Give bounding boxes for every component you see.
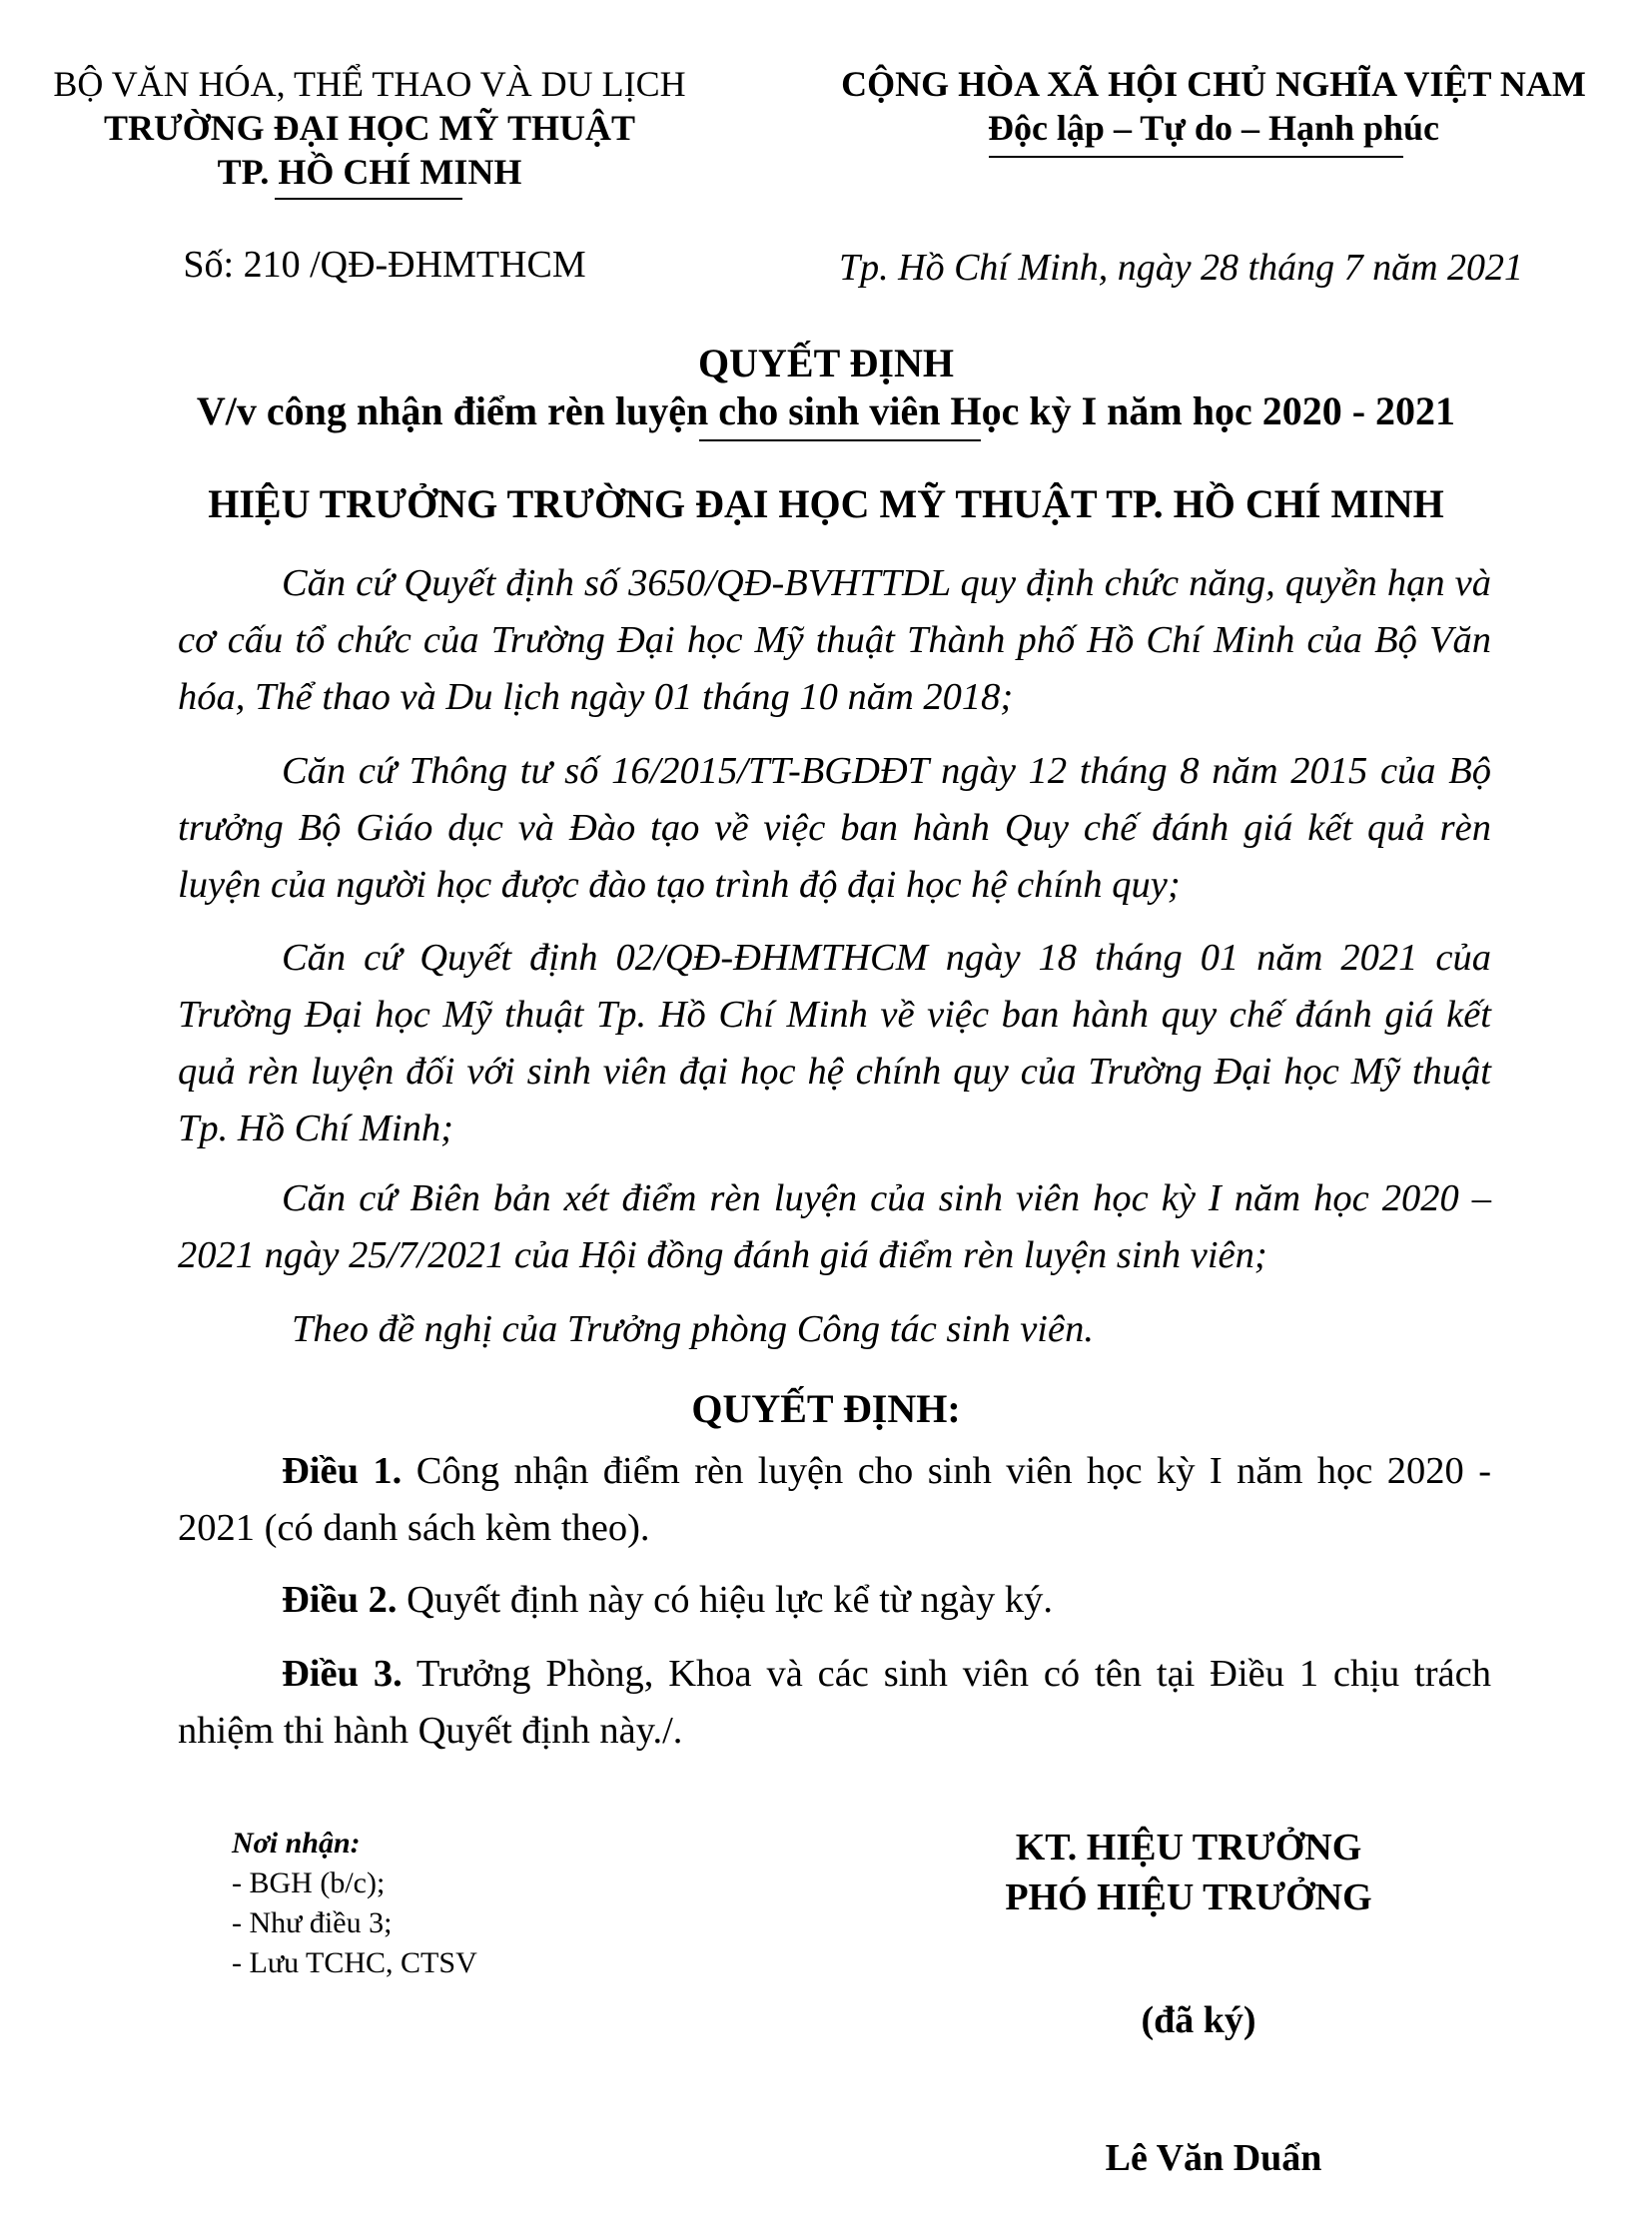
article-2 — [178, 1572, 1491, 1629]
recipient-item: - Như điều 3; — [232, 1906, 393, 1939]
place-and-date: Tp. Hồ Chí Minh, ngày 28 tháng 7 năm 2021 — [839, 247, 1524, 289]
document-number: Số: 210 /QĐ-ĐHMTHCM — [183, 244, 586, 286]
legal-ground-2: Căn cứ Thông tư số 16/2015/TT-BGDĐT ngày 12 tháng 8 năm 2015 của Bộ trưởng Bộ Giáo dục và Đào tạo về việc ban hành Quy chế đánh giá kết quả rèn luyện của người học được đào tạo trình độ đại học hệ chính quy; — [178, 750, 1491, 906]
article-3 — [178, 1646, 1491, 1760]
signer-name: Lê Văn Duẩn — [1105, 2137, 1322, 2179]
issuing-authority: HIỆU TRƯỞNG TRƯỜNG ĐẠI HỌC MỸ THUẬT TP. HỒ CHÍ MINH — [208, 481, 1444, 526]
national-motto: Độc lập – Tự do – Hạnh phúc — [987, 108, 1440, 148]
signature-status: (đã ký) — [1141, 1999, 1256, 2041]
article-2-label: Điều 2. — [282, 1579, 398, 1621]
recipients-heading: Nơi nhận: — [232, 1827, 361, 1860]
document-title: QUYẾT ĐỊNH — [698, 341, 954, 385]
article-1-label: Điều 1. — [282, 1450, 403, 1492]
document-subject: V/v công nhận điểm rèn luyện cho sinh viên Học kỳ I năm học 2020 - 2021 — [196, 388, 1456, 433]
recipient-item: - Lưu TCHC, CTSV — [232, 1946, 477, 1979]
school-name-line2: TP. HỒ CHÍ MINH — [217, 152, 522, 192]
header-right-divider — [989, 156, 1403, 158]
legal-ground-4: Căn cứ Biên bản xét điểm rèn luyện của sinh viên học kỳ I năm học 2020 – 2021 ngày 25/7/2021 của Hội đồng đánh giá điểm rèn luyện sinh viên; — [178, 1177, 1491, 1276]
article-3-text: Trưởng Phòng, Khoa và các sinh viên có tên tại Điều 1 chịu trách nhiệm thi hành Quyết định này./. — [178, 1653, 1491, 1752]
legal-ground-3: Căn cứ Quyết định 02/QĐ-ĐHMTHCM ngày 18 tháng 01 năm 2021 của Trường Đại học Mỹ thuật Tp. Hồ Chí Minh về việc ban hành quy chế đánh giá kết quả rèn luyện đối với sinh viên đại học hệ chính quy của Trường Đại học Mỹ thuật Tp. Hồ Chí Minh; — [178, 937, 1491, 1149]
ministry-name: BỘ VĂN HÓA, THỂ THAO VÀ DU LỊCH — [53, 64, 686, 104]
subject-divider — [699, 439, 981, 441]
article-1-text: Công nhận điểm rèn luyện cho sinh viên học kỳ I năm học 2020 - 2021 (có danh sách kèm theo). — [178, 1450, 1492, 1549]
article-3-label: Điều 3. — [282, 1653, 403, 1695]
article-1 — [178, 1443, 1491, 1557]
school-name-line1: TRƯỜNG ĐẠI HỌC MỸ THUẬT — [103, 108, 636, 148]
article-2-text: Quyết định này có hiệu lực kể từ ngày ký. — [407, 1579, 1054, 1621]
decision-heading: QUYẾT ĐỊNH: — [691, 1386, 961, 1431]
signature-title-2: PHÓ HIỆU TRƯỞNG — [1005, 1876, 1372, 1918]
legal-ground-1: Căn cứ Quyết định số 3650/QĐ-BVHTTDL quy định chức năng, quyền hạn và cơ cấu tổ chức của Trường Đại học Mỹ thuật Thành phố Hồ Chí Minh của Bộ Văn hóa, Thể thao và Du lịch ngày 01 tháng 10 năm 2018; — [178, 562, 1491, 718]
header-left-divider — [275, 198, 462, 200]
proposal-ground: Theo đề nghị của Trưởng phòng Công tác sinh viên. — [292, 1308, 1094, 1350]
recipient-item: - BGH (b/c); — [232, 1866, 386, 1899]
signature-title-1: KT. HIỆU TRƯỞNG — [1015, 1827, 1362, 1868]
nation-name: CỘNG HÒA XÃ HỘI CHỦ NGHĨA VIỆT NAM — [841, 64, 1586, 104]
